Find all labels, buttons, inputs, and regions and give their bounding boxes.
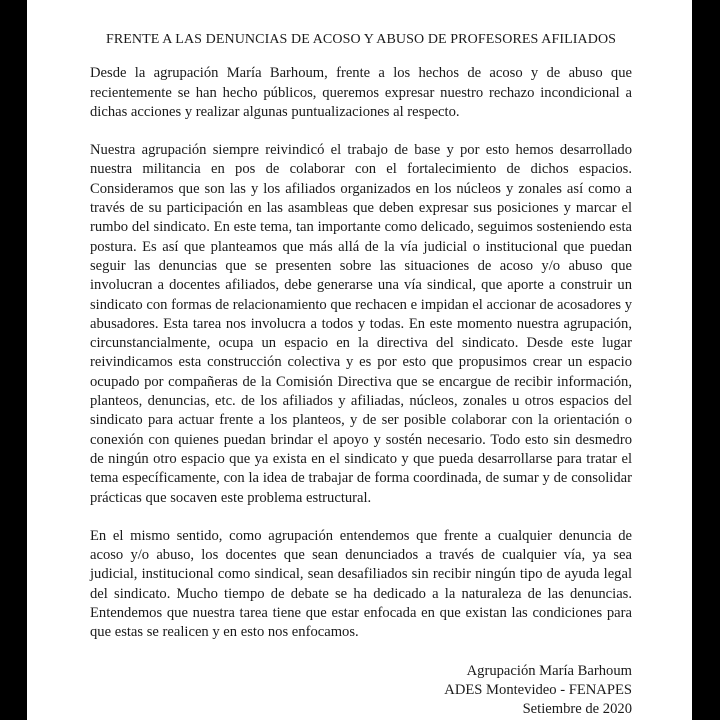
signature-organization: Agrupación María Barhoum (466, 662, 632, 679)
paragraph-intro: Desde la agrupación María Barhoum, frente a los hechos de acoso y de abuso que recientemente se han hecho públicos, queremos expresar nuestro rechazo incondicional a dichas acciones y realizar algunas puntualizaciones al respecto. (90, 65, 632, 120)
paragraph-conclusion: En el mismo sentido, como agrupación entendemos que frente a cualquier denuncia de acoso y/o abuso, los docentes que sean denunciados a través de cualquier vía, ya sea judicial, institucional como sindical, sean desafiliados sin recibir ningún tipo de ayuda legal del sindicato. Mucho tiempo de debate se ha dedicado a la naturaleza de las denuncias. Entendemos que nuestra tarea tiene que estar enfocada en que existan las condiciones para que estas se realicen y en esto nos enfocamos. (90, 527, 632, 641)
document-content (90, 30, 632, 720)
document-title: FRENTE A LAS DENUNCIAS DE ACOSO Y ABUSO DE PROFESORES AFILIADOS (105, 32, 617, 47)
paragraph-position: Nuestra agrupación siempre reivindicó el trabajo de base y por esto hemos desarrollado nuestra militancia en pos de colaborar con el fortalecimiento de dichos espacios. Consideramos que son las y los afiliados organizados en los núcleos y zonales así como a través de su participación en las asambleas que deben expresar sus posiciones y marcar el rumbo del sindicato. En este tema, tan importante como delicado, seguimos sosteniendo esta postura. Es así que planteamos que más allá de la vía judicial o institucional que puedan seguir las denuncias que se presenten sobre las situaciones de acoso y/o abuso que involucran a docentes afiliados, debe generarse una vía sindical, que aporte a construir un sindicato con formas de relacionamiento que rechacen e impidan el accionar de acosadores y abusadores. Esta tarea nos involucra a todos y todas. En este momento nuestra agrupación, circunstancialmente, ocupa un espacio en la directiva del sindicato. Desde este lugar reivindicamos esta construcción colectiva y es por esto que propusimos crear un espacio ocupado por compañeras de la Comisión Directiva que se encargue de recibir información, planteos, denuncias, etc. de los afiliados y afiliadas, núcleos, zonales u otros espacios del sindicato para actuar frente a los planteos, y de ser posible colaborar con la orientación o conexión con quienes puedan brindar el apoyo y sostén necesario. Todo esto sin desmedro de ningún otro espacio que ya exista en el sindicato y que pueda desarrollarse para tratar el tema específicamente, con la idea de trabajar de forma coordinada, de sumar y de consolidar prácticas que socaven este problema estructural. (90, 142, 632, 506)
signature-block (90, 662, 632, 720)
signature-date: Setiembre de 2020 (522, 701, 632, 718)
signature-affiliation: ADES Montevideo - FENAPES (444, 681, 632, 698)
document-page (27, 0, 692, 720)
